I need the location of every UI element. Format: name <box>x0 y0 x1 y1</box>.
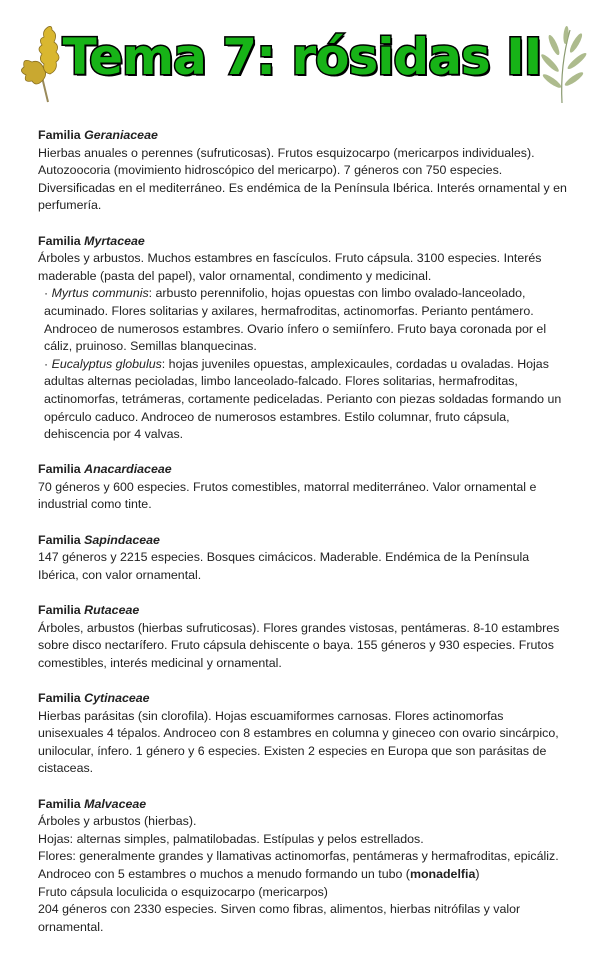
family-section-malvaceae <box>38 796 570 937</box>
text-run: · <box>44 356 52 371</box>
family-paragraph <box>38 831 570 849</box>
family-prefix: Familia <box>38 128 85 142</box>
text-run: Flores: generalmente grandes y llamativas actinomorfas, pentámeras y hermafroditas, epicáliz. <box>38 849 559 864</box>
family-prefix: Familia <box>38 532 85 547</box>
family-prefix: Familia <box>38 233 85 248</box>
family-name: Rutaceae <box>84 603 140 618</box>
document-body <box>38 127 570 954</box>
family-paragraph <box>38 848 570 866</box>
family-heading <box>38 461 570 479</box>
family-heading <box>38 233 570 251</box>
family-heading <box>38 796 570 814</box>
family-paragraph <box>38 549 570 584</box>
family-paragraph <box>38 901 570 936</box>
bold-term: monadelfia <box>409 866 476 881</box>
family-section-myrtaceae <box>38 233 570 444</box>
text-run: ) <box>475 866 480 881</box>
text-run: Hierbas anuales o perennes (sufruticosas). Frutos esquizocarpo (mericarpos individuales). Autozoocoria (movimiento hidroscópico del mericarpo). 7 géneros con 750 especies. Diversificadas en el mediterráneo. Es endémica de la Península Ibérica. Interés ornamental y en perfumería. <box>38 145 567 213</box>
text-run: 147 géneros y 2215 especies. Bosques cimácicos. Maderable. Endémica de la Península Ibérica, con valor ornamental. <box>38 550 530 582</box>
family-heading <box>38 127 570 145</box>
family-section-anacardiaceae <box>38 461 570 514</box>
family-prefix: Familia <box>38 462 85 477</box>
text-run: Hojas: alternas simples, palmatilobadas. Estípulas y pelos estrellados. <box>38 831 424 846</box>
family-paragraph <box>38 285 570 355</box>
family-name: Cytinaceae <box>84 691 150 705</box>
page-title: Tema 7: rósidas II <box>62 28 542 86</box>
family-paragraph <box>38 145 570 215</box>
family-paragraph <box>38 250 570 285</box>
family-section-cytinaceae <box>38 690 570 778</box>
family-name: Malvaceae <box>84 796 147 811</box>
text-run: Árboles y arbustos (hierbas). <box>38 814 197 829</box>
family-section-sapindaceae <box>38 532 570 585</box>
family-section-rutaceae <box>38 602 570 672</box>
family-paragraph <box>38 813 570 831</box>
family-prefix: Familia <box>38 796 85 811</box>
family-section-geraniaceae <box>38 127 570 215</box>
family-name: Anacardiaceae <box>84 462 172 477</box>
family-paragraph <box>38 866 570 884</box>
text-run: Androceo con 5 estambres o muchos a menudo formando un tubo ( <box>38 866 410 881</box>
olive-branch-icon <box>540 25 588 105</box>
family-name: Geraniaceae <box>84 128 158 142</box>
text-run: Árboles y arbustos. Muchos estambres en fascículos. Fruto cápsula. 3100 especies. Interés maderable (pasta del papel), valor ornamental, condimento y medicinal. <box>38 251 542 283</box>
text-run: Hierbas parásitas (sin clorofila). Hojas escuamiformes carnosas. Flores actinomorfas unisexuales 4 tépalos. Androceo con 8 estambres en columna y gineceo con ovario sincárpico, unilocular, ínfero. 1 género y 6 especies. Existen 2 especies en Europa que son parásitas de cistaceas. <box>38 708 559 776</box>
text-run: · <box>44 286 52 301</box>
family-paragraph <box>38 708 570 778</box>
family-paragraph <box>38 356 570 444</box>
species-name: Eucalyptus globulus <box>51 356 162 371</box>
family-prefix: Familia <box>38 691 85 705</box>
text-run: Árboles, arbustos (hierbas sufruticosas). Flores grandes vistosas, pentámeras. 8-10 estambres sobre disco nectarífero. Fruto cápsula dehiscente o baya. 155 géneros y 930 especies. Frutos comestibles, interés medicinal y ornamental. <box>38 620 560 670</box>
family-heading <box>38 690 570 708</box>
family-prefix: Familia <box>38 603 85 618</box>
family-paragraph <box>38 479 570 514</box>
text-run: 70 géneros y 600 especies. Frutos comestibles, matorral mediterráneo. Valor ornamental e industrial como tinte. <box>38 479 537 512</box>
family-heading <box>38 532 570 550</box>
text-run: 204 géneros con 2330 especies. Sirven como fibras, alimentos, hierbas nitrófilas y valor ornamental. <box>38 902 521 934</box>
family-paragraph <box>38 620 570 673</box>
family-paragraph <box>38 884 570 902</box>
text-run: : arbusto perennifolio, hojas opuestas con limbo ovalado-lanceolado, acuminado. Flores solitarias y axilares, hermafroditas, actinomorfas. Perianto pentámero. Androceo de numerosos estambres. Ovario ínfero o semiínfero. Fruto baya coronada por el cáliz, pruinoso. Semillas blanquecinas. <box>44 286 547 354</box>
family-name: Sapindaceae <box>84 532 160 547</box>
oak-leaf-icon <box>18 22 63 107</box>
family-heading <box>38 602 570 620</box>
page-header <box>0 0 600 115</box>
text-run: Fruto cápsula loculicida o esquizocarpo (mericarpos) <box>38 884 328 899</box>
species-name: Myrtus communis <box>51 286 149 301</box>
family-name: Myrtaceae <box>84 233 145 248</box>
text-run: : hojas juveniles opuestas, amplexicaules, cordadas u ovaladas. Hojas adultas alternas pecioladas, limbo lanceolado-falcado. Flores solitarias, hermafroditas, actinomorfas, tetrámeras, cortamente pediceladas. Perianto con piezas soldadas formando un opérculo caduco. Androceo de numerosos estambres. Estilo columnar, fruto cápsula, dehiscencia por 4 valvas. <box>44 356 562 442</box>
